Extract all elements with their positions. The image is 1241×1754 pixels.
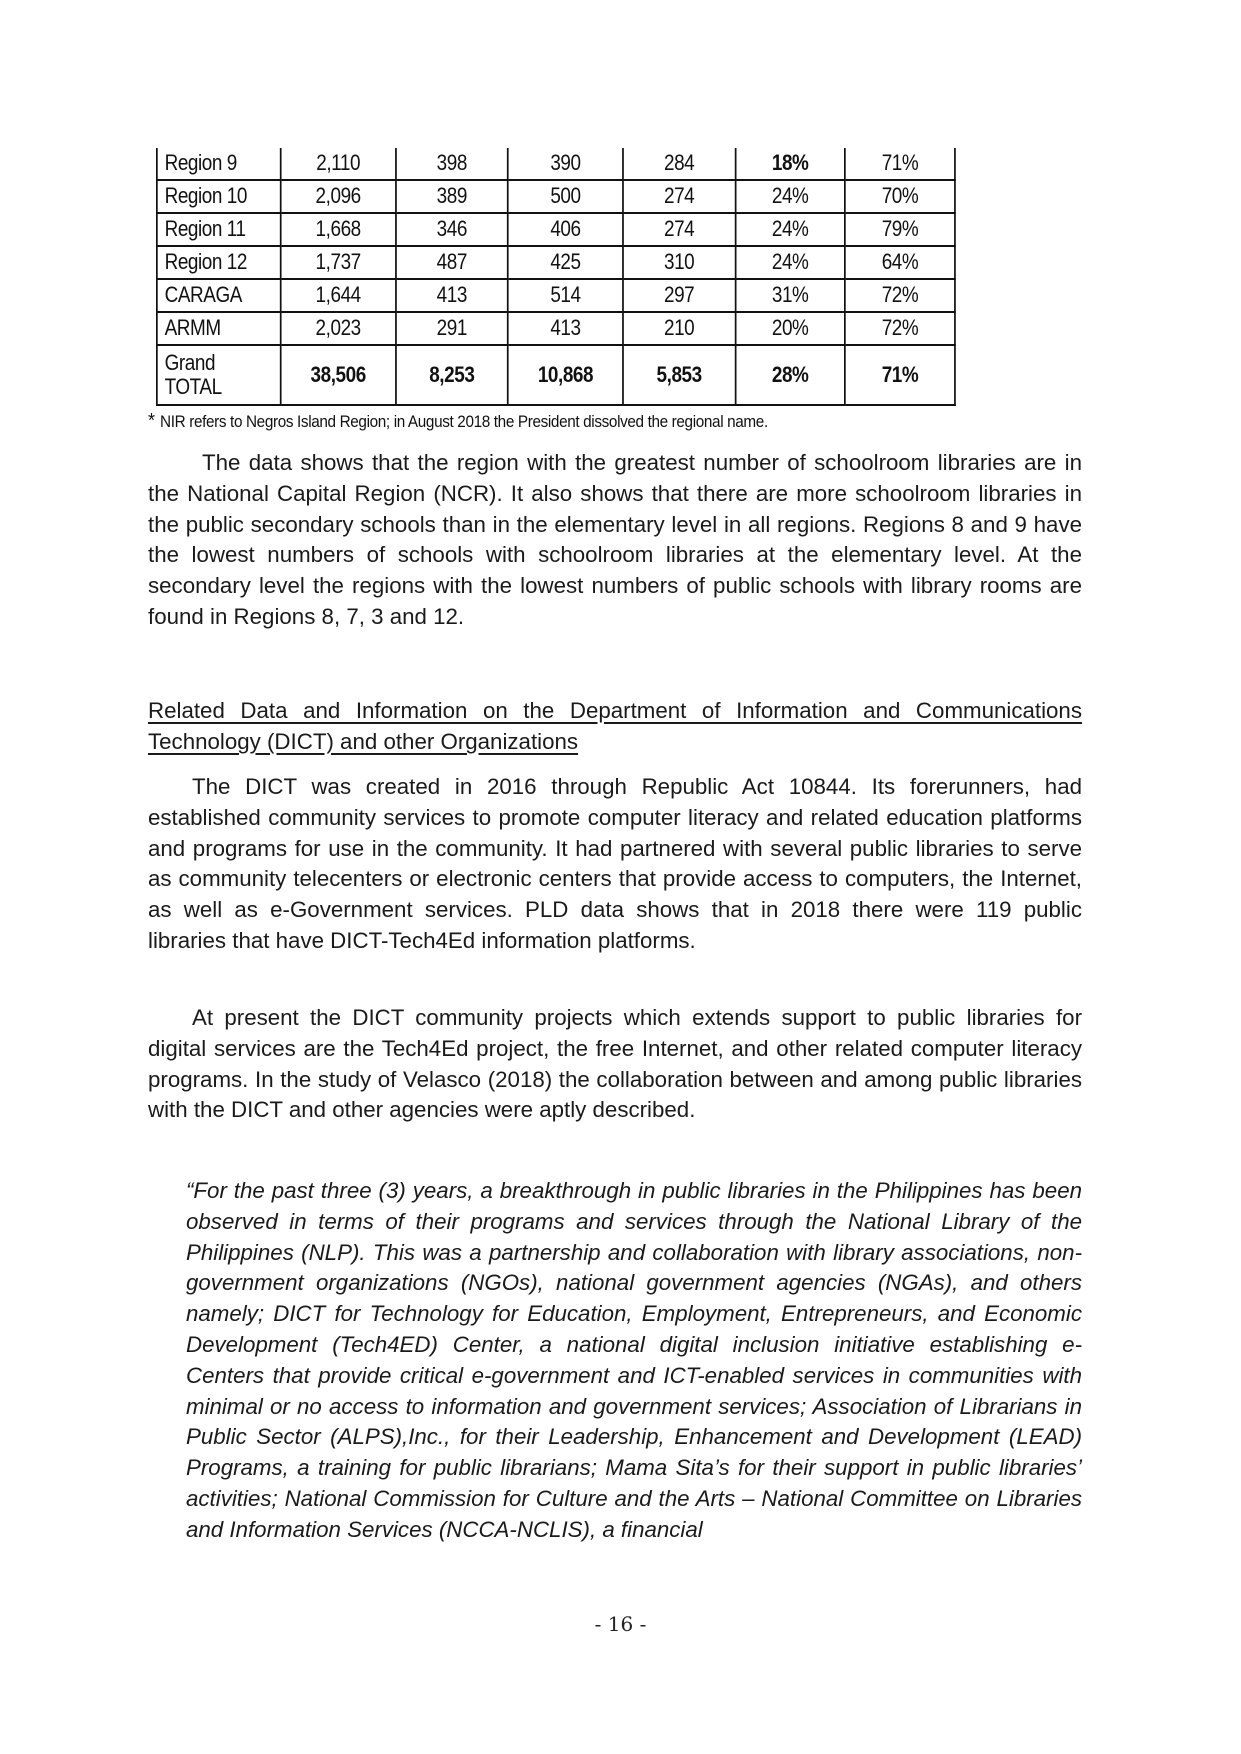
table-row — [157, 312, 955, 345]
value-cell: 310 — [623, 246, 735, 279]
value-cell: 406 — [508, 213, 623, 246]
region-cell: ARMM — [157, 312, 281, 345]
paragraph-regional-analysis: The data shows that the region with the greatest number of schoolroom libraries are in the National Capital Region (NCR). It also shows that there are more schoolroom libraries in the public secondary schools than in the elementary level in all regions. Regions 8 and 9 have the lowest numbers of schools with schoolroom libraries at the elementary level. At the secondary level the regions with the lowest numbers of public schools with library rooms are found in Regions 8, 7, 3 and 12. — [148, 450, 1082, 629]
grand-total-label-line2: TOTAL — [164, 374, 222, 399]
value-cell: 390 — [508, 148, 623, 180]
value-cell: 2,110 — [281, 148, 396, 180]
grand-total-label-line1: Grand — [164, 349, 216, 375]
value-cell: 398 — [396, 148, 508, 180]
value-cell: 346 — [396, 213, 508, 246]
paragraph-dict-history: The DICT was created in 2016 through Republic Act 10844. Its forerunners, had established community services to promote computer literacy and related education platforms and programs for use in the community. It had partnered with several public libraries to serve as community telecenters or electronic centers that provide access to computers, the Internet, as well as e-Government services. PLD data shows that in 2018 there were 119 public libraries that have DICT-Tech4Ed information platforms. — [148, 774, 1082, 953]
table-row — [157, 148, 955, 180]
table-row — [157, 246, 955, 279]
total-value-cell: 8,253 — [396, 345, 508, 405]
value-cell: 291 — [396, 312, 508, 345]
block-quote: “For the past three (3) years, a breakthrough in public libraries in the Philippines has been observed in terms of their programs and services through the National Library of the Philippines (NLP). This was a partnership and collaboration with library associations, non-government organizations (NGOs), national government agencies (NGAs), and others namely; DICT for Technology for Education, Employment, Entrepreneurs, and Economic Development (Tech4ED) Center, a national digital inclusion initiative establishing e-Centers that provide critical e-government and ICT-enabled services in communities with minimal or no access to information and government services; Association of Librarians in Public Sector (ALPS),Inc., for their Leadership, Enhancement and Development (LEAD) Programs, a training for public librarians; Mama Sita’s for their support in public libraries’ activities; National Commission for Culture and the Arts – National Committee on Libraries and Information Services (NCCA-NCLIS), a financial — [186, 1178, 1082, 1542]
total-percent-cell: 71% — [845, 345, 955, 405]
region-cell: Region 9 — [157, 148, 281, 180]
regional-statistics-table — [156, 148, 956, 406]
value-cell: 274 — [623, 180, 735, 213]
region-cell: CARAGA — [157, 279, 281, 312]
total-value-cell: 10,868 — [508, 345, 623, 405]
table-row — [157, 279, 955, 312]
value-cell: 274 — [623, 213, 735, 246]
value-cell: 297 — [623, 279, 735, 312]
table-footnote — [148, 410, 958, 433]
percent-cell: 72% — [845, 312, 955, 345]
value-cell: 210 — [623, 312, 735, 345]
total-percent-cell: 28% — [735, 345, 845, 405]
value-cell: 425 — [508, 246, 623, 279]
page-number: - 16 - — [594, 1612, 647, 1636]
grand-total-row — [157, 345, 955, 405]
value-cell: 413 — [396, 279, 508, 312]
region-cell: Region 11 — [157, 213, 281, 246]
value-cell: 389 — [396, 180, 508, 213]
footnote-asterisk: * — [148, 410, 155, 432]
value-cell: 2,096 — [281, 180, 396, 213]
percent-cell: 24% — [735, 213, 845, 246]
percent-cell: 18% — [735, 148, 845, 180]
regional-statistics-table-wrapper — [156, 148, 1086, 406]
table-row — [157, 213, 955, 246]
value-cell: 1,644 — [281, 279, 396, 312]
region-cell: Region 12 — [157, 246, 281, 279]
percent-cell: 72% — [845, 279, 955, 312]
paragraph-dict-projects: At present the DICT community projects which extends support to public libraries for digital services are the Tech4Ed project, the free Internet, and other related computer literacy programs. In the study of Velasco (2018) the collaboration between and among public libraries with the DICT and other agencies were aptly described. — [148, 1005, 1082, 1123]
region-cell: Region 10 — [157, 180, 281, 213]
grand-total-label — [157, 345, 281, 405]
percent-cell: 71% — [845, 148, 955, 180]
value-cell: 514 — [508, 279, 623, 312]
value-cell: 2,023 — [281, 312, 396, 345]
value-cell: 1,668 — [281, 213, 396, 246]
percent-cell: 31% — [735, 279, 845, 312]
value-cell: 1,737 — [281, 246, 396, 279]
percent-cell: 64% — [845, 246, 955, 279]
total-value-cell: 5,853 — [623, 345, 735, 405]
footnote-text: NIR refers to Negros Island Region; in August 2018 the President dissolved the regional name. — [160, 412, 768, 431]
value-cell: 500 — [508, 180, 623, 213]
percent-cell: 70% — [845, 180, 955, 213]
section-heading: Related Data and Information on the Department of Information and Communications Technology (DICT) and other Organizations — [148, 698, 1082, 754]
value-cell: 284 — [623, 148, 735, 180]
value-cell: 413 — [508, 312, 623, 345]
percent-cell: 24% — [735, 246, 845, 279]
value-cell: 487 — [396, 246, 508, 279]
total-value-cell: 38,506 — [281, 345, 396, 405]
percent-cell: 20% — [735, 312, 845, 345]
percent-cell: 79% — [845, 213, 955, 246]
percent-cell: 24% — [735, 180, 845, 213]
table-row — [157, 180, 955, 213]
